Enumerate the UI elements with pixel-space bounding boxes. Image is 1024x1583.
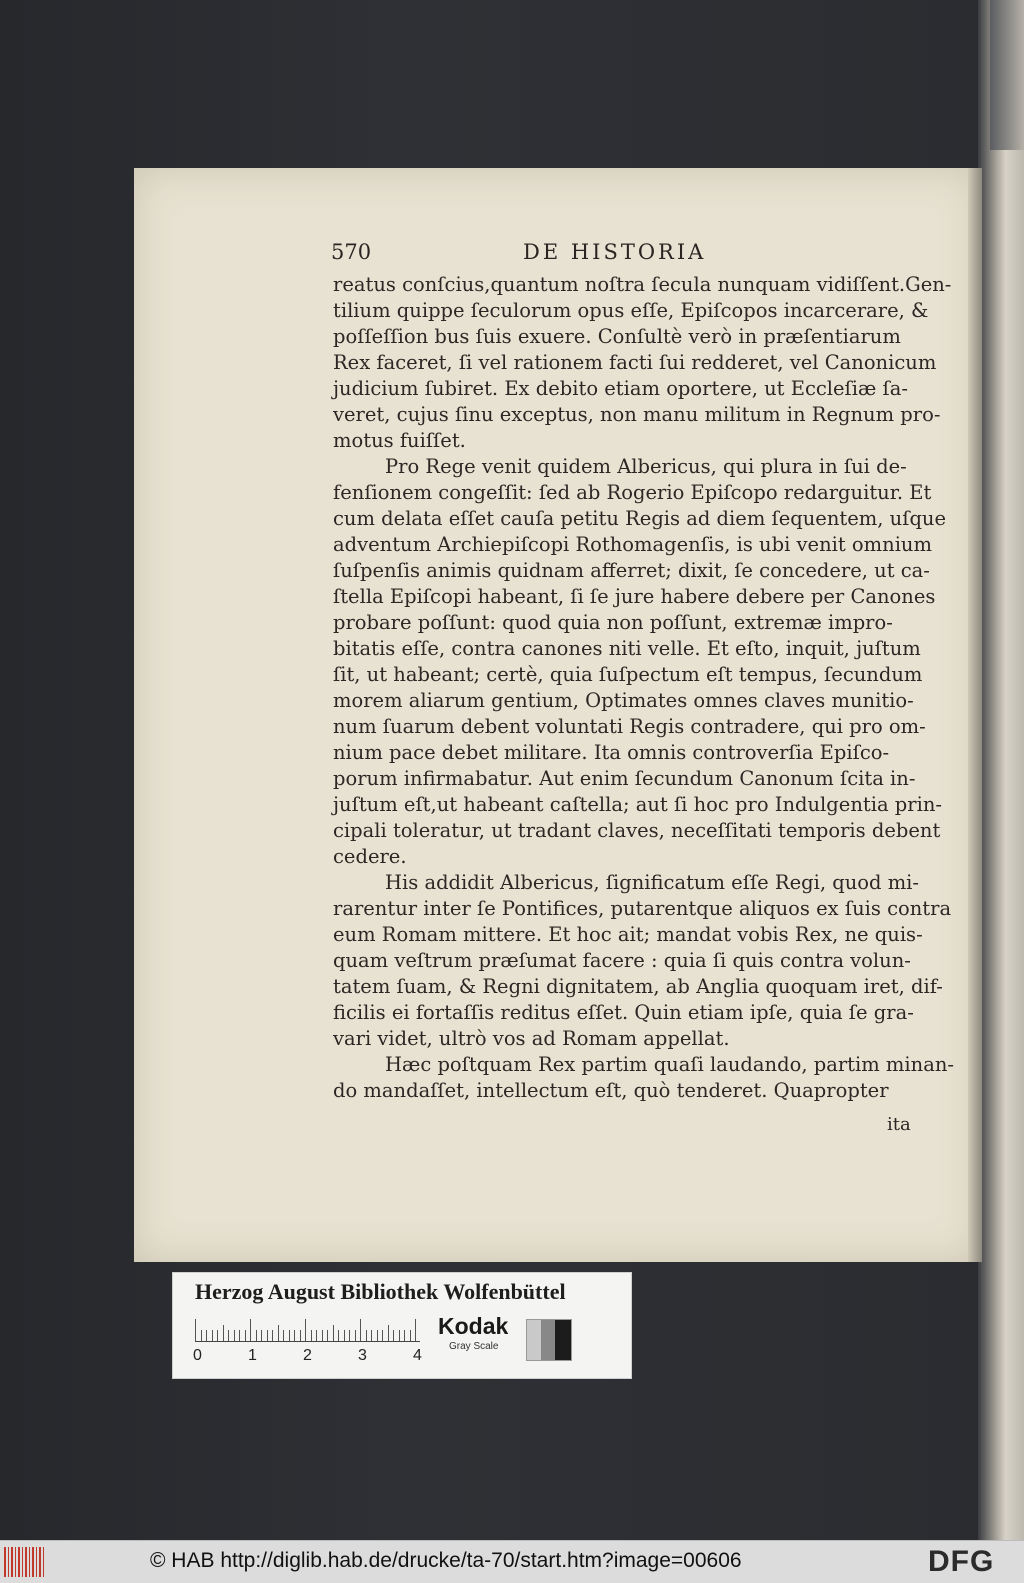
text-line: nium pace debet militare. Ita omnis controverſia Epiſco- (333, 741, 890, 764)
ruler-tick (355, 1330, 356, 1341)
ruler-tick (256, 1330, 257, 1341)
ruler-tick (338, 1330, 339, 1341)
text-line: fenſionem congeſſit: ſed ab Rogerio Epiſcopo redarguitur. Et (333, 481, 932, 504)
body-text (333, 272, 954, 1104)
text-line: eum Romam mittere. Et hoc ait; mandat vobis Rex, ne quis- (333, 923, 923, 946)
ruler-tick (333, 1325, 334, 1341)
text-line: num ſuarum debent voluntati Regis contradere, qui pro om- (333, 715, 926, 738)
ruler-number: 3 (358, 1347, 367, 1364)
ruler-tick (300, 1330, 301, 1341)
text-line: probare poſſunt: quod quia non poſſunt, extremæ impro- (333, 611, 893, 634)
text-line: ſtella Epiſcopi habeant, ſi ſe jure habere debere per Canones (333, 585, 936, 608)
ruler-tick (289, 1330, 290, 1341)
gray-scale-label: Gray Scale (449, 1341, 499, 1352)
footer-bar (0, 1540, 1024, 1583)
ruler-tick (316, 1330, 317, 1341)
dfg-logo: DFG (928, 1545, 995, 1578)
adjacent-page-edge-top (990, 0, 1024, 150)
ruler-tick (283, 1330, 284, 1341)
ruler-tick (206, 1330, 207, 1341)
ruler-ticks (195, 1317, 420, 1342)
ruler-tick (234, 1330, 235, 1341)
library-name: Herzog August Bibliothek Wolfenbüttel (195, 1279, 566, 1304)
text-line: ficilis ei fortaſſis reditus eſſet. Quin etiam ipſe, quia ſe gra- (333, 1001, 914, 1024)
ruler-number: 0 (193, 1347, 202, 1364)
page-gutter-shadow (968, 168, 982, 1262)
text-line: tilium quippe ſeculorum opus eſſe, Epiſcopos incarcerare, & (333, 299, 929, 322)
ruler-tick (195, 1319, 196, 1341)
text-line: cum delata eſſet cauſa petitu Regis ad diem ſequentem, uſque (333, 507, 947, 530)
text-line: Rex faceret, ſi vel rationem facti ſui redderet, vel Canonicum (333, 351, 937, 374)
gray-patch-dark (555, 1320, 571, 1360)
copyright-link[interactable]: © HAB http://diglib.hab.de/drucke/ta-70/start.htm?image=00606 (150, 1549, 742, 1572)
text-line: ſuſpenſis animis quidnam afferret; dixit, ſe concedere, ut ca- (333, 559, 930, 582)
ruler-tick (261, 1330, 262, 1341)
ruler-tick (239, 1330, 240, 1341)
ruler-tick (382, 1330, 383, 1341)
adjacent-page-edge (978, 0, 1024, 1540)
text-line: rarentur inter ſe Pontifices, putarentque aliquos ex ſuis contra (333, 897, 952, 920)
text-line: do mandaſſet, intellectum eſt, quò tenderet. Quapropter (333, 1079, 889, 1102)
ruler-tick (399, 1330, 400, 1341)
ruler-number: 1 (248, 1347, 257, 1364)
ruler-tick (311, 1330, 312, 1341)
ruler-tick (322, 1330, 323, 1341)
scale-ruler (193, 1317, 422, 1364)
text-line: poſſeſſion bus ſuis exuere. Conſultè verò in præſentiarum (333, 325, 901, 348)
text-line: tatem ſuam, & Regni dignitatem, ab Anglia quoquam iret, dif- (333, 975, 943, 998)
ruler-tick (245, 1330, 246, 1341)
gray-patch-mid (541, 1320, 555, 1360)
text-line: morem aliarum gentium, Optimates omnes claves munitio- (333, 689, 914, 712)
text-line: Pro Rege venit quidem Albericus, qui plura in ſui de- (385, 455, 907, 478)
text-line: judicium ſubiret. Ex debito etiam oportere, ut Eccleſiæ ſa- (333, 377, 908, 400)
text-line: reatus conſcius,quantum noſtra ſecula nunquam vidiſſent.Gen- (333, 273, 952, 296)
ruler-tick (349, 1330, 350, 1341)
running-head (331, 240, 921, 270)
text-line: Hæc poſtquam Rex partim quaſi laudando, partim minan- (385, 1053, 954, 1076)
catchword: ita (887, 1114, 911, 1135)
text-line: bitatis eſſe, contra canones niti velle. Et eſto, inquit, juſtum (333, 637, 921, 660)
text-line: adventum Archiepiſcopi Rothomagenſis, is ubi venit omnium (333, 533, 932, 556)
text-line: ſit, ut habeant; certè, quia ſuſpectum eſt tempus, ſecundum (333, 663, 923, 686)
ruler-number: 2 (303, 1347, 312, 1364)
gray-patch-light (527, 1320, 541, 1360)
barcode-icon (4, 1547, 46, 1577)
text-line: motus fuiſſet. (333, 429, 466, 452)
ruler-tick (278, 1325, 279, 1341)
ruler-tick (217, 1330, 218, 1341)
kodak-logo: Kodak (438, 1313, 509, 1339)
text-line: quam veſtrum præſumat facere : quia ſi quis contra volun- (333, 949, 911, 972)
text-line: veret, cujus ſinu exceptus, non manu militum in Regnum pro- (333, 403, 941, 426)
ruler-tick (212, 1330, 213, 1341)
ruler-tick (371, 1330, 372, 1341)
ruler-number: 4 (413, 1347, 422, 1364)
ruler-tick (377, 1330, 378, 1341)
ruler-tick (327, 1330, 328, 1341)
ruler-tick (360, 1319, 361, 1341)
ruler-tick (250, 1319, 251, 1341)
ruler-tick (305, 1319, 306, 1341)
ruler-tick (415, 1319, 416, 1341)
ruler-tick (223, 1325, 224, 1341)
ruler-tick (404, 1330, 405, 1341)
ruler-tick (272, 1330, 273, 1341)
text-line: porum infirmabatur. Aut enim ſecundum Canonum ſcita in- (333, 767, 916, 790)
text-line: cedere. (333, 845, 407, 868)
ruler-tick (366, 1330, 367, 1341)
ruler-tick (228, 1330, 229, 1341)
ruler-tick (201, 1330, 202, 1341)
ruler-tick (393, 1330, 394, 1341)
text-line: cipali toleratur, ut tradant claves, neceſſitati temporis debent (333, 819, 941, 842)
gray-scale-patches (526, 1319, 572, 1361)
ruler-tick (267, 1330, 268, 1341)
ruler-tick (344, 1330, 345, 1341)
text-line: His addidit Albericus, ſignificatum eſſe Regi, quod mi- (385, 871, 920, 894)
head-title: DE HISTORIA (523, 240, 707, 264)
ruler-tick (410, 1330, 411, 1341)
ruler-tick (388, 1325, 389, 1341)
ruler-tick (294, 1330, 295, 1341)
page-number: 570 (331, 240, 372, 264)
color-target-card (172, 1272, 632, 1379)
text-line: juſtum eſt,ut habeant caſtella; aut ſi hoc pro Indulgentia prin- (333, 793, 942, 816)
text-line: vari videt, ultrò vos ad Romam appellat. (333, 1027, 730, 1050)
